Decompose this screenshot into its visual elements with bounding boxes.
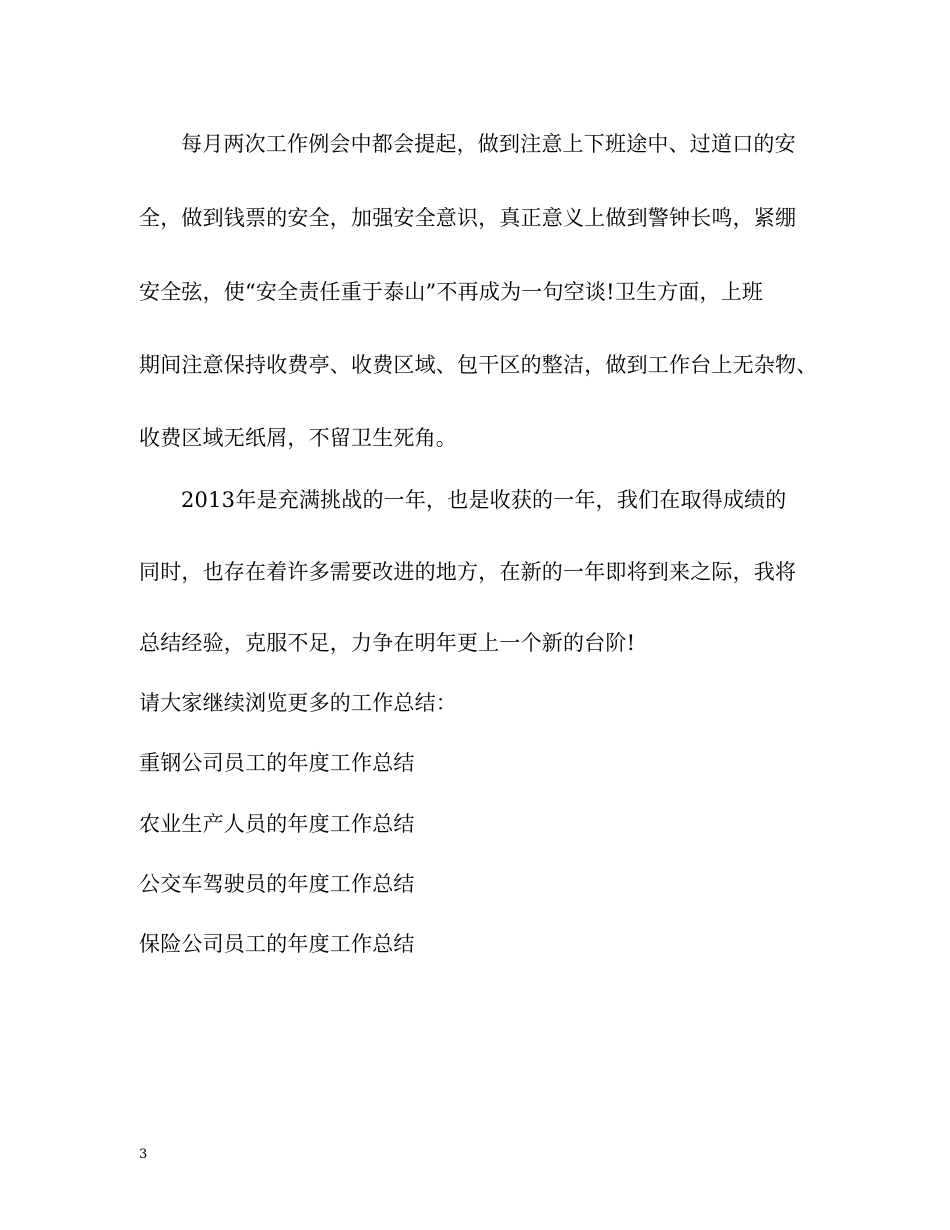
related-link-1[interactable]: 重钢公司员工的年度工作总结: [139, 751, 415, 775]
paragraph-1-line-2: 全，做到钱票的安全，加强安全意识，真正意义上做到警钟长鸣，紧绷: [139, 206, 797, 230]
paragraph-2-line-3: 总结经验，克服不足，力争在明年更上一个新的台阶!: [139, 631, 636, 655]
related-link-3[interactable]: 公交车驾驶员的年度工作总结: [139, 872, 415, 896]
paragraph-1-line-3: 安全弦，使“安全责任重于泰山”不再成为一句空谈!卫生方面，上班: [139, 280, 764, 304]
related-link-2[interactable]: 农业生产人员的年度工作总结: [139, 812, 415, 836]
paragraph-1-line-1: 每月两次工作例会中都会提起，做到注意上下班途中、过道口的安: [181, 132, 796, 156]
related-link-4[interactable]: 保险公司员工的年度工作总结: [139, 932, 415, 956]
paragraph-1-line-4: 期间注意保持收费亭、收费区域、包干区的整洁，做到工作台上无杂物、: [139, 353, 818, 377]
related-heading: 请大家继续浏览更多的工作总结：: [139, 691, 457, 715]
page-number: 3: [139, 1147, 148, 1162]
paragraph-2-line-1: 2013年是充满挑战的一年，也是收获的一年，我们在取得成绩的: [181, 488, 787, 512]
paragraph-1-line-5: 收费区域无纸屑，不留卫生死角。: [139, 426, 457, 450]
paragraph-2-line-2: 同时，也存在着许多需要改进的地方，在新的一年即将到来之际，我将: [139, 560, 797, 584]
